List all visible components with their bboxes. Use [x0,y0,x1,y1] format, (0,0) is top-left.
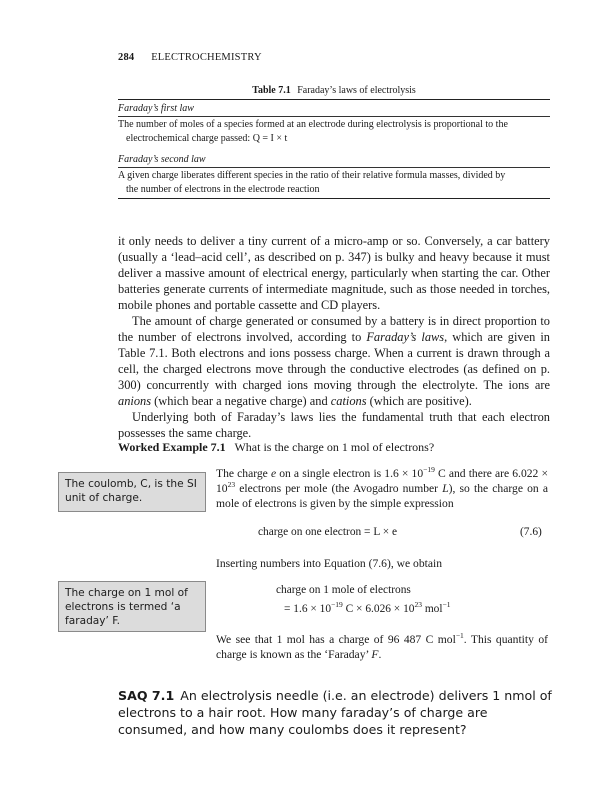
paragraph-1: it only needs to deliver a tiny current of a micro-amp or so. Conversely, a car battery (usually a ‘lead–acid cell’, as described on p. 347) is bulky and heavy because it must deliver a massive amount of electrical energy, particularly when starting the car. Other batteries generate currents of intermediate magnitude, such as those needed in torches, mobile phones and portable cassette and CD players. [118,234,550,312]
first-law-text [118,118,550,145]
second-law-heading: Faraday’s second law [118,154,206,165]
first-law-rule [118,116,550,117]
worked-example-para3: We see that 1 mol has a charge of 96 487 C mol$^{-1}$. This quantity of charge is known as the ‘Faraday’ F. [216,631,548,661]
margin-note-faraday: The charge on 1 mol of electrons is termed ‘a faraday’ F. [58,581,206,632]
table-top-rule [118,99,550,100]
equation-line1: charge on 1 mole of electrons [276,584,411,596]
worked-example-question: What is the charge on 1 mol of electrons? [234,440,435,454]
body-text [118,233,550,441]
equation-line2: = $1.6 \times 10^{-19}$ $C \times 6.026 \times 10^{23}$ mol$^{-1}$ [284,600,451,615]
table-caption: Faraday’s laws of electrolysis [297,85,416,96]
running-title: ELECTROCHEMISTRY [151,52,262,63]
margin-note-coulomb: The coulomb, C, is the SI unit of charge. [58,472,206,512]
cations-term: cations [330,394,367,408]
table-title [118,85,550,96]
worked-example-para1: The charge e on a single electron is $1.6 \times 10^{-19}$ C and there are $6.022 \times 10^{23}$ electrons per mole (the Avogadro number L), so the charge on a mole of electrons is given by the simple expression [216,465,549,510]
paragraph-3: Underlying both of Faraday’s laws lies the fundamental truth that each electron possesses the same charge. [118,410,550,440]
running-header [118,52,262,63]
faradays-laws-term: Faraday’s laws [366,330,445,344]
worked-example-label: Worked Example 7.1 [118,440,226,454]
second-law-rule [118,167,550,168]
paragraph-2: The amount of charge generated or consumed by a battery is in direct proportion to the number of electrons involved, according to Faraday’s laws, which are given in Table 7.1. Both electrons and ions possess charge. When a current is drawn through a cell, the charged electrons move through the conductive electrodes (as defined on p. 300) concurrently with charged ions moving through the electrolyte. The ions are anions (which bear a negative charge) and cations (which are positive). [118,314,550,408]
second-law-line2: the number of electrons in the electrode reaction [126,183,320,195]
saq-label: SAQ 7.1 [118,688,175,703]
saq-7-1 [118,687,558,738]
saq-text: An electrolysis needle (i.e. an electrode) delivers 1 nmol of electrons to a hair root. How many faraday’s of charge are consumed, and how many coulombs does it represent? [118,688,552,737]
second-law-text [118,169,550,196]
equation-number: (7.6) [520,526,542,538]
first-law-line1: The number of moles of a species formed at an electrode during electrolysis is proportional to the [118,119,508,130]
second-law-line1: A given charge liberates different species in the ratio of their relative formula masses, divided by [118,170,506,181]
first-law-heading: Faraday’s first law [118,103,194,114]
table-bottom-rule [118,198,550,199]
first-law-line2: electrochemical charge passed: Q = I × t [126,132,288,144]
anions-term: anions [118,394,152,408]
page-number: 284 [118,52,135,63]
worked-example-para2: Inserting numbers into Equation (7.6), we obtain [216,557,443,570]
equation-7-6: charge on one electron = L × e [258,526,398,538]
table-label: Table 7.1 [252,85,291,96]
worked-example-heading [118,440,434,455]
